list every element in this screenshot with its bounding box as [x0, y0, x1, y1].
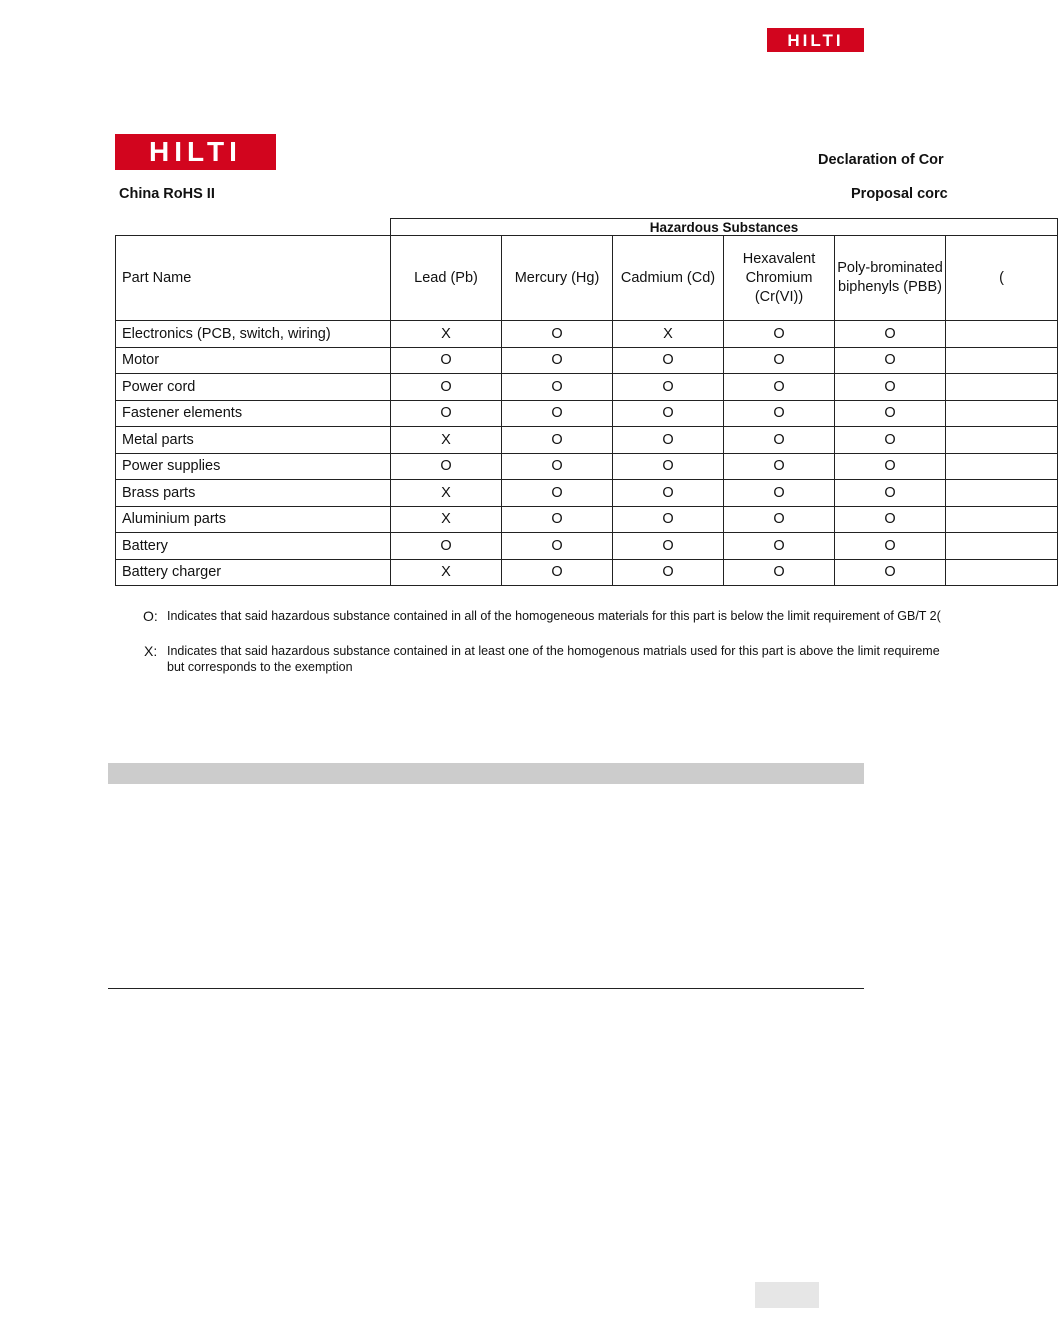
substance-cell [946, 374, 1058, 401]
substance-cell: O [613, 427, 724, 454]
table-column-header-row [116, 236, 1058, 321]
substance-cell: X [391, 506, 502, 533]
substance-cell [946, 480, 1058, 507]
substance-cell: O [724, 480, 835, 507]
part-name-cell: Power supplies [116, 453, 391, 480]
substance-cell: O [502, 480, 613, 507]
part-name-cell: Brass parts [116, 480, 391, 507]
hazardous-substances-table-wrapper [115, 218, 1004, 592]
part-name-cell: Electronics (PCB, switch, wiring) [116, 321, 391, 348]
substance-cell: O [391, 533, 502, 560]
table-row [116, 374, 1058, 401]
substance-cell: O [835, 400, 946, 427]
substance-cell: O [613, 480, 724, 507]
substance-cell [946, 400, 1058, 427]
document-proposal-label: Proposal corc [851, 186, 948, 202]
substance-cell [946, 506, 1058, 533]
substance-cell: O [724, 453, 835, 480]
substance-cell [946, 559, 1058, 586]
column-header-6: ( [946, 236, 1058, 321]
substance-cell [946, 321, 1058, 348]
substance-cell [946, 533, 1058, 560]
legend-x-text-line2: but corresponds to the exemption [167, 660, 353, 674]
table-row [116, 506, 1058, 533]
substance-cell: O [391, 453, 502, 480]
hilti-logo-header: HILTI [767, 28, 864, 52]
substance-cell: O [502, 559, 613, 586]
substance-cell: O [835, 559, 946, 586]
substance-cell: O [835, 480, 946, 507]
column-header-3: Cadmium (Cd) [613, 236, 724, 321]
hazardous-substances-header: Hazardous Substances [391, 219, 1058, 236]
table-row [116, 559, 1058, 586]
substance-cell: O [724, 374, 835, 401]
substance-cell: O [613, 559, 724, 586]
part-name-cell: Battery [116, 533, 391, 560]
table-group-header-row [116, 219, 1058, 236]
substance-cell: O [502, 427, 613, 454]
substance-cell: O [724, 347, 835, 374]
substance-cell: O [724, 506, 835, 533]
substance-cell: O [835, 374, 946, 401]
column-header-2: Mercury (Hg) [502, 236, 613, 321]
substance-cell: X [391, 480, 502, 507]
substance-cell: O [391, 374, 502, 401]
substance-cell: O [613, 533, 724, 560]
substance-cell [946, 427, 1058, 454]
column-header-1: Lead (Pb) [391, 236, 502, 321]
substance-cell: O [835, 533, 946, 560]
legend-o-symbol: O: [143, 608, 158, 624]
part-name-cell: Metal parts [116, 427, 391, 454]
substance-cell: X [613, 321, 724, 348]
substance-cell: O [724, 400, 835, 427]
section-divider [108, 988, 864, 989]
substance-cell: O [502, 506, 613, 533]
legend-x-symbol: X: [144, 643, 158, 659]
part-name-cell: Motor [116, 347, 391, 374]
substance-cell: O [835, 427, 946, 454]
substance-cell [946, 347, 1058, 374]
substance-cell: O [502, 347, 613, 374]
substance-cell: X [391, 321, 502, 348]
legend-o-text: Indicates that said hazardous substance contained in all of the homogeneous materials for this part is below the limit requirement of GB/T 2( [167, 609, 941, 623]
substance-cell: O [835, 453, 946, 480]
substance-cell: O [724, 427, 835, 454]
substance-cell: O [391, 400, 502, 427]
hilti-logo-document: HILTI [115, 134, 276, 170]
part-name-cell: Fastener elements [116, 400, 391, 427]
substance-cell: O [502, 453, 613, 480]
column-header-5: Poly-brominated biphenyls (PBB) [835, 236, 946, 321]
page-number-box [755, 1282, 819, 1308]
legend-x-text-line1: Indicates that said hazardous substance contained in at least one of the homogenous matrials used for this part is above the limit requireme [167, 644, 940, 658]
part-name-cell: Power cord [116, 374, 391, 401]
substance-cell: O [391, 347, 502, 374]
substance-cell: X [391, 559, 502, 586]
substance-cell: O [835, 321, 946, 348]
table-row [116, 321, 1058, 348]
section-gray-bar [108, 763, 864, 784]
substance-cell: O [835, 506, 946, 533]
substance-cell: O [613, 347, 724, 374]
table-body [116, 321, 1058, 586]
part-name-cell: Aluminium parts [116, 506, 391, 533]
table-row [116, 533, 1058, 560]
substance-cell: X [391, 427, 502, 454]
substance-cell: O [613, 506, 724, 533]
hazardous-substances-table [115, 218, 1058, 586]
table-row [116, 427, 1058, 454]
table-row [116, 453, 1058, 480]
table-row [116, 480, 1058, 507]
substance-cell: O [835, 347, 946, 374]
substance-cell: O [724, 321, 835, 348]
substance-cell: O [502, 321, 613, 348]
substance-cell: O [502, 533, 613, 560]
part-name-cell: Battery charger [116, 559, 391, 586]
substance-cell: O [613, 453, 724, 480]
substance-cell: O [502, 374, 613, 401]
document-title: Declaration of Cor [818, 152, 944, 168]
substance-cell: O [613, 400, 724, 427]
table-row [116, 400, 1058, 427]
substance-cell: O [613, 374, 724, 401]
substance-cell: O [502, 400, 613, 427]
substance-cell: O [724, 533, 835, 560]
table-group-spacer [116, 219, 391, 236]
table-row [116, 347, 1058, 374]
substance-cell [946, 453, 1058, 480]
column-header-0: Part Name [116, 236, 391, 321]
document-subtitle: China RoHS II [119, 186, 215, 202]
substance-cell: O [724, 559, 835, 586]
column-header-4: Hexavalent Chromium (Cr(VI)) [724, 236, 835, 321]
